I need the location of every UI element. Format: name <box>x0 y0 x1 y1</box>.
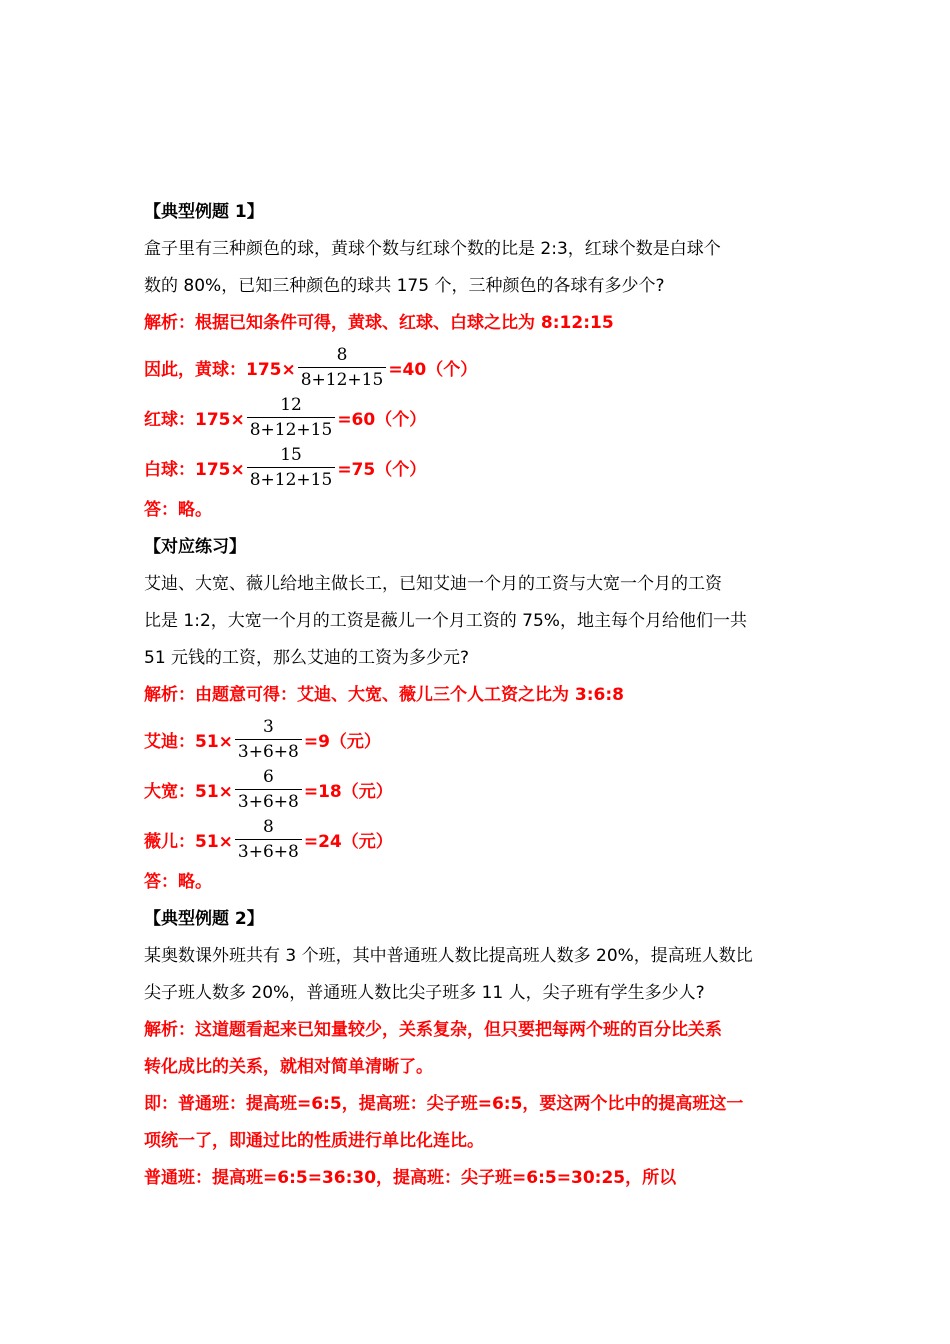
example2-heading: 【典型例题 2】 <box>144 909 264 929</box>
formula-result: =9（元） <box>303 731 381 752</box>
example1-answer: 答：略。 <box>144 500 212 520</box>
formula-prefix: 薇儿：51× <box>144 831 233 852</box>
fraction-denominator: 3+6+8 <box>235 839 302 862</box>
example1-formula-red <box>144 392 824 442</box>
practice1-answer: 答：略。 <box>144 872 212 892</box>
formula-result: =18（元） <box>303 781 393 802</box>
fraction-numerator: 6 <box>262 766 274 787</box>
example2-analysis-line-1: 解析：这道题看起来已知量较少，关系复杂，但只要把每两个班的百分比关系 <box>144 1020 722 1040</box>
example1-heading: 【典型例题 1】 <box>144 202 264 222</box>
fraction-numerator: 12 <box>280 394 302 415</box>
fraction-numerator: 3 <box>262 716 274 737</box>
practice1-heading: 【对应练习】 <box>144 537 246 557</box>
example1-question-line-2: 数的 80%，已知三种颜色的球共 175 个，三种颜色的各球有多少个? <box>144 276 665 296</box>
formula-prefix: 红球：175× <box>144 409 245 430</box>
example2-question-line-1: 某奥数课外班共有 3 个班，其中普通班人数比提高班人数多 20%，提高班人数比 <box>144 946 753 966</box>
example1-formula-white <box>144 442 824 492</box>
fraction-denominator: 8+12+15 <box>247 417 336 440</box>
fraction-denominator: 3+6+8 <box>235 739 302 762</box>
formula-result: =60（个） <box>337 409 427 430</box>
practice1-formula-aidi <box>144 714 824 764</box>
fraction-denominator: 8+12+15 <box>298 367 387 390</box>
practice1-analysis: 解析：由题意可得：艾迪、大宽、薇儿三个人工资之比为 3:6:8 <box>144 685 624 705</box>
formula-prefix: 大宽：51× <box>144 781 233 802</box>
formula-prefix: 因此，黄球：175× <box>144 359 296 380</box>
fraction-denominator: 8+12+15 <box>247 467 336 490</box>
example2-analysis-line-2: 转化成比的关系，就相对简单清晰了。 <box>144 1057 433 1077</box>
practice1-question-line-3: 51 元钱的工资，那么艾迪的工资为多少元? <box>144 648 470 668</box>
example2-question-line-2: 尖子班人数多 20%，普通班人数比尖子班多 11 人，尖子班有学生多少人? <box>144 983 705 1003</box>
fraction-numerator: 8 <box>262 816 274 837</box>
formula-result: =24（元） <box>303 831 393 852</box>
fraction-numerator: 15 <box>280 444 302 465</box>
formula-result: =40（个） <box>388 359 478 380</box>
practice1-question-line-2: 比是 1:2，大宽一个月的工资是薇儿一个月工资的 75%，地主每个月给他们一共 <box>144 611 747 631</box>
fraction-denominator: 3+6+8 <box>235 789 302 812</box>
example1-question-line-1: 盒子里有三种颜色的球，黄球个数与红球个数的比是 2:3，红球个数是白球个 <box>144 239 721 259</box>
example2-analysis-line-3: 即：普通班：提高班=6:5，提高班：尖子班=6:5，要这两个比中的提高班这一 <box>144 1094 744 1114</box>
fraction <box>235 767 302 812</box>
example1-formula-yellow <box>144 342 824 392</box>
practice1-question-line-1: 艾迪、大宽、薇儿给地主做长工，已知艾迪一个月的工资与大宽一个月的工资 <box>144 574 722 594</box>
practice1-formula-weier <box>144 814 824 864</box>
formula-prefix: 白球：175× <box>144 459 245 480</box>
formula-prefix: 艾迪：51× <box>144 731 233 752</box>
fraction-numerator: 8 <box>336 344 348 365</box>
example2-analysis-line-4: 项统一了，即通过比的性质进行单比化连比。 <box>144 1131 484 1151</box>
formula-result: =75（个） <box>337 459 427 480</box>
practice1-formula-dakuan <box>144 764 824 814</box>
fraction <box>247 395 336 440</box>
fraction <box>235 817 302 862</box>
fraction <box>235 717 302 762</box>
document-content <box>144 194 824 1197</box>
example2-analysis-line-5: 普通班：提高班=6:5=36:30，提高班：尖子班=6:5=30:25，所以 <box>144 1168 677 1188</box>
fraction <box>298 345 387 390</box>
example1-analysis: 解析：根据已知条件可得，黄球、红球、白球之比为 8:12:15 <box>144 313 614 333</box>
fraction <box>247 445 336 490</box>
